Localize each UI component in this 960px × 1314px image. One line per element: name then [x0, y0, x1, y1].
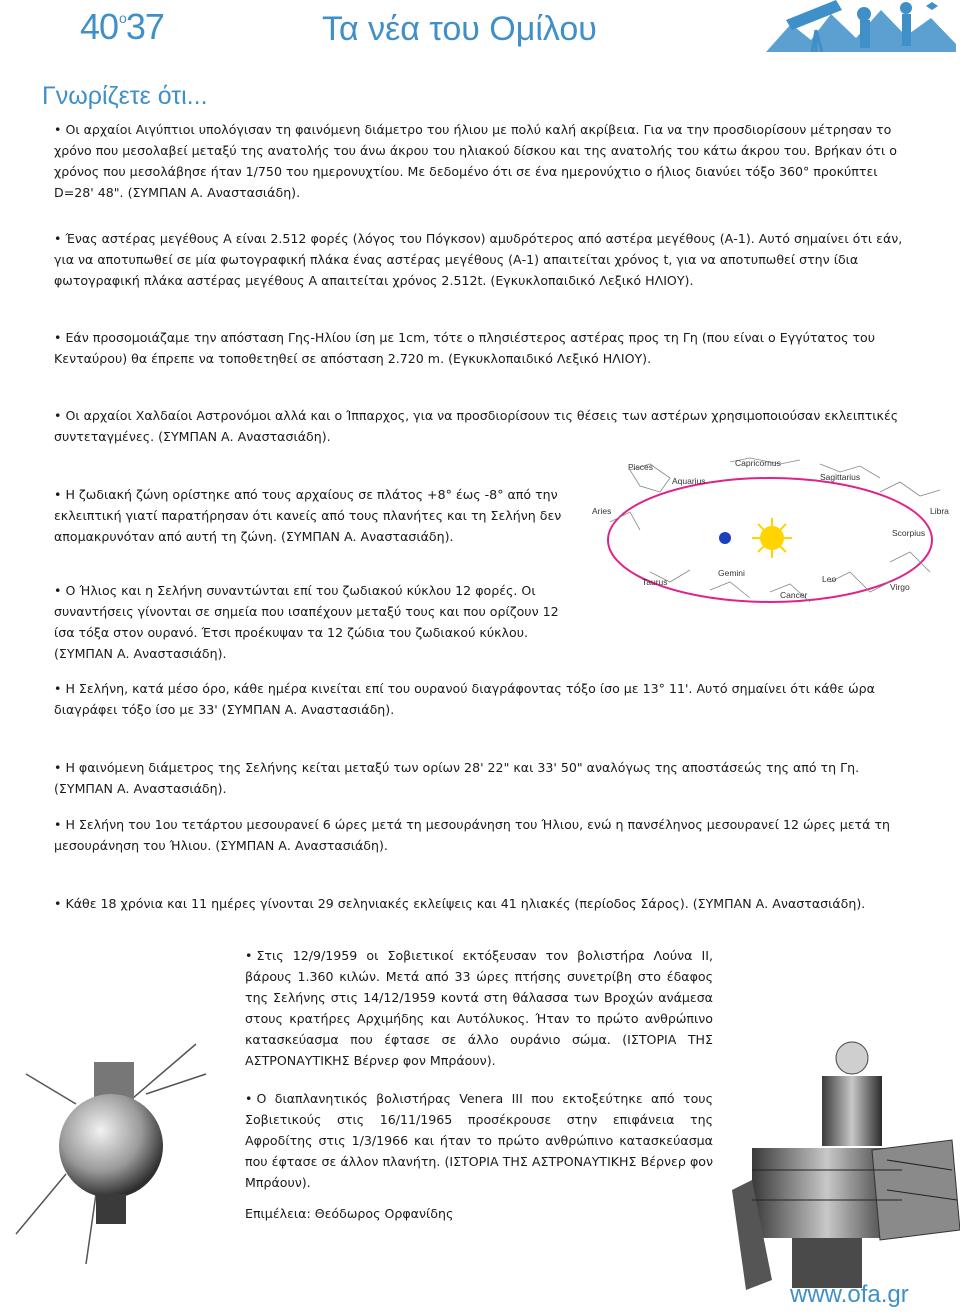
zodiac-label: Virgo: [890, 582, 910, 592]
fact-paragraph: • Εάν προσομοιάζαμε την απόσταση Γης-Ηλίου ίση με 1cm, τότε ο πλησιέστερος αστέρας προς τη Γη (που είναι ο Εγγύτατος του Κενταύρου) θα έπρεπε να τοποθετηθεί σε απόσταση 2.720 m. (Εγκυκλοπαιδικό Λεξικό ΗΛΙΟΥ).: [54, 330, 876, 366]
venera-3-probe-photo: [712, 1040, 960, 1295]
fact-paragraph: • Η ζωδιακή ζώνη ορίστηκε από τους αρχαίους σε πλάτος +8° έως -8° από την εκλειπτική γιατί παρατήρησαν ότι κανείς από τους πλανήτες και τη Σελήνη δεν απομακρυνόταν από αυτή τη ζώνη. (ΣΥΜΠΑΝ Α. Αναστασιάδη).: [54, 487, 562, 544]
fact-paragraph: • Στις 12/9/1959 οι Σοβιετικοί εκτόξευσαν τον βολιστήρα Λούνα ΙΙ, βάρους 1.360 κιλών. Μετά από 33 ώρες πτήσης συνετρίβη στο έδαφος της Σελήνης στις 14/12/1959 κοντά στη θάλασσα των Βροχών ανάμεσα στους κρατήρες Αρχιμήδης και Αυτόλυκος. Ήταν το πρώτο ανθρώπινο κατασκεύασμα που έφτασε σε άλλο ουράνιο σώμα. (ΙΣΤΟΡΙΑ ΤΗΣ ΑΣΤΡΟΝΑΥΤΙΚΗΣ Βέρνερ φον Μπράουν).: [245, 948, 713, 1068]
footer-url[interactable]: www.ofa.gr: [790, 1281, 909, 1308]
zodiac-diagram: [590, 452, 960, 627]
fact-paragraph: • Η Σελήνη του 1ου τετάρτου μεσουρανεί 6 ώρες μετά τη μεσουράνηση του Ήλιου, ενώ η πανσέληνος μεσουρανεί 12 ώρες μετά τη μεσουράνηση του Ήλιου. (ΣΥΜΠΑΝ Α. Αναστασιάδη).: [54, 817, 891, 853]
zodiac-label: Scorpius: [892, 528, 926, 538]
fact-paragraph: • Η Σελήνη, κατά μέσο όρο, κάθε ημέρα κινείται επί του ουρανού διαγράφοντας τόξο ίσο με 13° 11'. Αυτό σημαίνει ότι κάθε ώρα διαγράφει τόξο ίσο με 33' (ΣΥΜΠΑΝ Α. Αναστασιάδη).: [54, 681, 875, 717]
page-number: $40^o37$: [80, 6, 164, 47]
credit-line: Επιμέλεια: Θεόδωρος Ορφανίδης: [245, 1206, 454, 1221]
fact-paragraph: • Ο διαπλανητικός βολιστήρας Venera III που εκτοξεύτηκε από τους Σοβιετικούς στις 16/11/1965 προσέκρουσε στην επιφάνεια της Αφροδίτης στις 1/3/1966 και ήταν το πρώτο ανθρώπινο κατασκεύασμα που έφτασε σε άλλον πλανήτη. (ΙΣΤΟΡΙΑ ΤΗΣ ΑΣΤΡΟΝΑΥΤΙΚΗΣ Βέρνερ φον Μπράουν).: [245, 1091, 713, 1190]
earth-icon: [719, 532, 731, 544]
zodiac-label: Sagittarius: [820, 472, 861, 482]
fact-paragraph: • Οι αρχαίοι Αιγύπτιοι υπολόγισαν τη φαινόμενη διάμετρο του ήλιου με πολύ καλή ακρίβεια. Για να την προσδιορίσουν μέτρησαν το χρόνο που μεσολαβεί μεταξύ της ανατολής του άνω άκρου του ηλιακού δίσκου και της ανατολής του κάτω άκρου του. Βρήκαν ότι ο χρόνος που μεσολάβησε ήταν 1/750 του ημερονυχτίου. Με δεδομένο ότι σε ένα ημερονύχτιο ο ήλιος διανύει τόξο 360° προκύπτει D=28' 48". (ΣΥΜΠΑΝ Α. Αναστασιάδη).: [54, 122, 897, 200]
luna-2-probe-photo: [6, 1034, 236, 1274]
zodiac-label: Libra: [930, 506, 949, 516]
fact-paragraph: • Κάθε 18 χρόνια και 11 ημέρες γίνονται 29 σεληνιακές εκλείψεις και 41 ηλιακές (περίοδος Σάρος). (ΣΥΜΠΑΝ Α. Αναστασιάδη).: [54, 896, 866, 911]
zodiac-label: Pisces: [628, 462, 654, 472]
header-title: Τα νέα του Ομίλου: [322, 10, 597, 48]
fact-paragraph: • Ο Ήλιος και η Σελήνη συναντώνται επί του ζωδιακού κύκλου 12 φορές. Οι συναντήσεις γίνονται σε σημεία που ισαπέχουν μεταξύ τους και που ορίζουν 12 ίσα τόξα στον ουρανό. Έτσι προέκυψαν τα 12 ζώδια του ζωδιακού κύκλου. (ΣΥΜΠΑΝ Α. Αναστασιάδη).: [54, 583, 559, 661]
fact-paragraph: • Οι αρχαίοι Χαλδαίοι Αστρονόμοι αλλά και ο Ίππαρχος, για να προσδιορίσουν τις θέσεις των αστέρων χρησιμοποιούσαν εκλειπτικές συντεταγμένες. (ΣΥΜΠΑΝ Α. Αναστασιάδη).: [54, 408, 899, 444]
observatory-telescope-logo: [756, 0, 956, 52]
zodiac-label: Gemini: [718, 568, 745, 578]
sun-icon: [752, 518, 792, 558]
zodiac-label: Aries: [592, 506, 612, 516]
zodiac-label: Taurus: [642, 577, 668, 587]
zodiac-label: Leo: [822, 574, 837, 584]
zodiac-label: Capricornus: [735, 458, 781, 468]
zodiac-label: Cancer: [780, 590, 808, 600]
fact-paragraph: • Η φαινόμενη διάμετρος της Σελήνης κείται μεταξύ των ορίων 28' 22" και 33' 50" αναλόγως της αποστάσεώς της από τη Γη. (ΣΥΜΠΑΝ Α. Αναστασιάδη).: [54, 760, 860, 796]
section-title: Γνωρίζετε ότι...: [42, 82, 208, 110]
zodiac-label: Aquarius: [672, 476, 706, 486]
fact-paragraph: • Ένας αστέρας μεγέθους Α είναι 2.512 φορές (λόγος του Πόγκσον) αμυδρότερος από αστέρα μεγέθους (Α-1). Αυτό σημαίνει ότι εάν, για να αποτυπωθεί σε μία φωτογραφική πλάκα ένας αστέρας μεγέθους (Α-1) απαιτείται χρόνος t, για να αποτυπωθεί στην ίδια φωτογραφική πλάκα αστέρας μεγέθους Α απαιτείται χρόνος 2.512t. (Εγκυκλοπαιδικό Λεξικό ΗΛΙΟΥ).: [54, 231, 903, 288]
